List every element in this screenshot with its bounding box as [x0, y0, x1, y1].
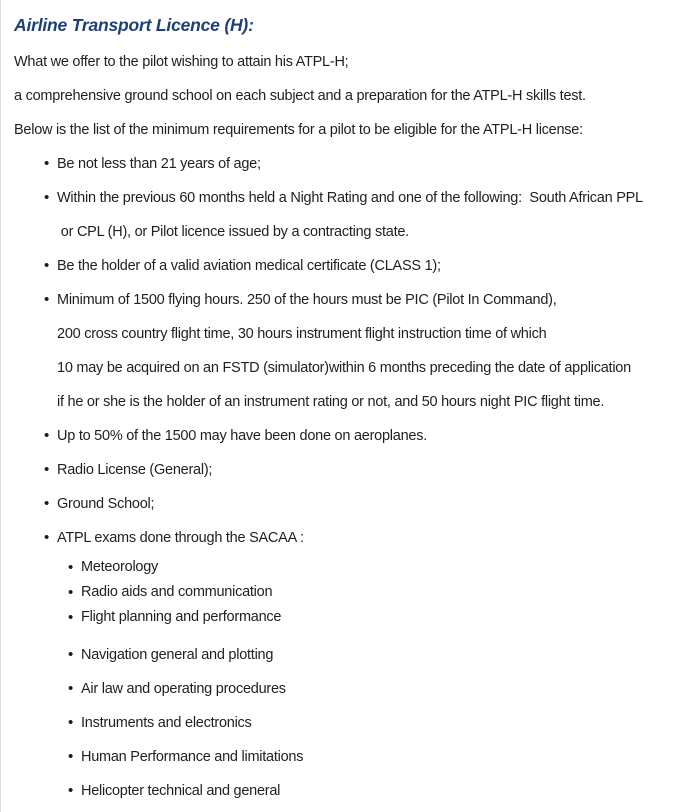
list-item — [44, 521, 667, 555]
intro-paragraph: a comprehensive ground school on each subject and a preparation for the ATPL-H skills test. — [14, 88, 586, 104]
intro-section — [14, 45, 667, 147]
text-line: Minimum of 1500 flying hours. 250 of the hours must be PIC (Pilot In Command), — [57, 292, 557, 308]
bullet-icon: • — [68, 680, 74, 697]
page-edge-line — [0, 0, 1, 812]
exam-subject-label: Helicopter technical and general — [81, 783, 281, 799]
list-item — [44, 283, 667, 419]
list-item — [44, 249, 667, 283]
list-item — [44, 181, 667, 249]
bullet-icon: • — [68, 748, 74, 765]
list-item-body — [57, 249, 667, 283]
exam-subject-label: Air law and operating procedures — [81, 681, 286, 697]
bullet-icon: • — [68, 609, 74, 626]
list-item — [44, 487, 667, 521]
exam-subject-label: Radio aids and communication — [81, 584, 273, 600]
list-item — [68, 740, 667, 774]
list-item — [44, 147, 667, 181]
exam-subject-label: Flight planning and performance — [81, 609, 282, 625]
list-item — [68, 580, 667, 605]
exam-subject-label: Meteorology — [81, 559, 159, 575]
list-item — [68, 774, 667, 808]
text-line: ATPL exams done through the SACAA : — [57, 530, 304, 546]
bullet-icon: • — [44, 427, 50, 444]
exam-subjects-list — [44, 555, 667, 808]
text-line: Radio License (General); — [57, 462, 213, 478]
text-line: Ground School; — [57, 496, 155, 512]
bullet-icon: • — [44, 495, 50, 512]
bullet-icon: • — [44, 529, 50, 546]
bullet-icon: • — [68, 559, 74, 576]
bullet-icon: • — [44, 257, 50, 274]
list-item — [68, 605, 667, 630]
list-item-body — [57, 147, 667, 181]
list-item-body — [81, 580, 667, 605]
bullet-icon: • — [44, 189, 50, 206]
list-item — [44, 453, 667, 487]
bullet-icon: • — [68, 714, 74, 731]
bullet-icon: • — [44, 291, 50, 308]
bullet-icon: • — [68, 782, 74, 799]
text-line: if he or she is the holder of an instrument rating or not, and 50 hours night PIC flight time. — [57, 394, 605, 410]
bullet-icon: • — [68, 646, 74, 663]
bullet-icon: • — [44, 155, 50, 172]
list-item-body — [57, 419, 667, 453]
page-title: Airline Transport Licence (H): — [14, 15, 254, 35]
list-item — [68, 706, 667, 740]
list-item-body — [81, 774, 667, 808]
intro-paragraph: What we offer to the pilot wishing to attain his ATPL-H; — [14, 54, 349, 70]
list-item — [68, 638, 667, 672]
list-item-body — [81, 605, 667, 630]
bullet-icon: • — [68, 584, 74, 601]
text-line: Up to 50% of the 1500 may have been done on aeroplanes. — [57, 428, 427, 444]
text-line: or CPL (H), or Pilot licence issued by a contracting state. — [57, 224, 409, 240]
list-item-body — [57, 453, 667, 487]
text-line: Within the previous 60 months held a Night Rating and one of the following: South African PPL — [57, 190, 643, 206]
list-item-body — [57, 283, 667, 419]
intro-paragraph: Below is the list of the minimum requirements for a pilot to be eligible for the ATPL-H license: — [14, 122, 583, 138]
list-item-body — [81, 706, 667, 740]
list-item-body — [81, 555, 667, 580]
exam-subject-label: Instruments and electronics — [81, 715, 252, 731]
list-item-body — [81, 740, 667, 774]
list-item — [68, 672, 667, 706]
exam-subject-label: Navigation general and plotting — [81, 647, 274, 663]
text-line: Be not less than 21 years of age; — [57, 156, 261, 172]
list-item-body — [57, 487, 667, 521]
list-item-body — [57, 521, 667, 555]
exam-subject-label: Human Performance and limitations — [81, 749, 304, 765]
text-line: 10 may be acquired on an FSTD (simulator)within 6 months preceding the date of application — [57, 360, 631, 376]
list-item — [44, 419, 667, 453]
bullet-icon: • — [44, 461, 50, 478]
text-line: 200 cross country flight time, 30 hours instrument flight instruction time of which — [57, 326, 547, 342]
list-item-body — [81, 638, 667, 672]
text-line: Be the holder of a valid aviation medical certificate (CLASS 1); — [57, 258, 441, 274]
list-item — [68, 555, 667, 580]
list-item-body — [81, 672, 667, 706]
list-item-body — [57, 181, 667, 249]
requirements-list — [14, 147, 667, 808]
